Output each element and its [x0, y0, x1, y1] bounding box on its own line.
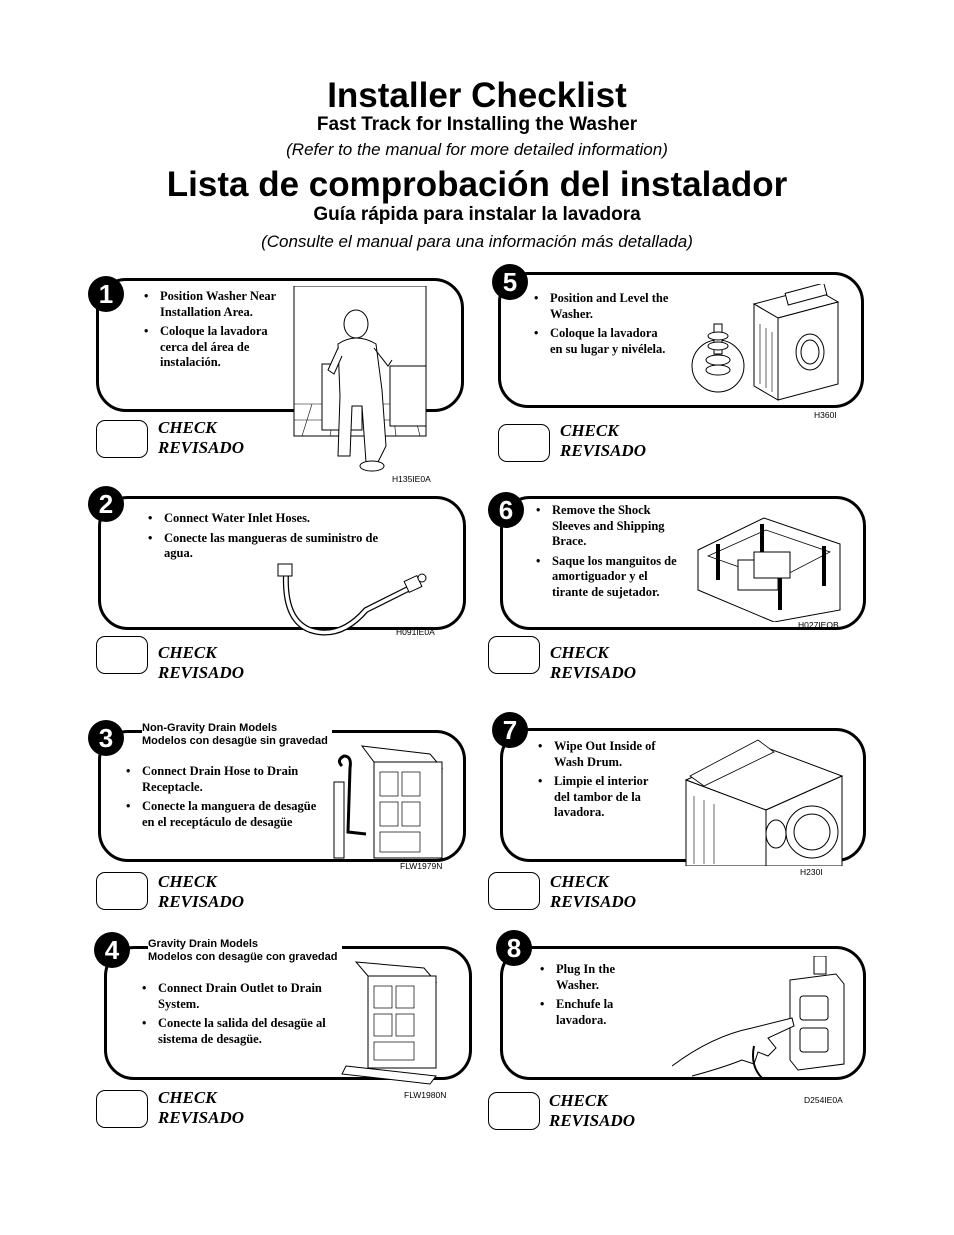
figure-code: H360I	[814, 410, 837, 420]
check-label: CHECK REVISADO	[158, 418, 244, 457]
figure-code: FLW1979N	[400, 861, 443, 871]
step-number-badge: 2	[88, 486, 124, 522]
page-title: Installer Checklist	[327, 76, 627, 115]
check-box[interactable]	[488, 872, 540, 910]
step-bullets	[124, 764, 320, 834]
page-title-spanish: Lista de comprobación del instalador	[166, 165, 788, 204]
step-number-badge: 7	[492, 712, 528, 748]
check-box[interactable]	[96, 1090, 148, 1128]
bullet-es: • Coloque la lavadora en su lugar y nivélela.	[532, 326, 672, 357]
step-number-badge: 4	[94, 932, 130, 968]
bullet-en: • Position and Level the Washer.	[532, 291, 672, 322]
bullet-en: • Connect Water Inlet Hoses.	[146, 511, 396, 527]
step-bullets	[538, 962, 648, 1032]
check-box[interactable]	[498, 424, 550, 462]
check-box[interactable]	[488, 1092, 540, 1130]
figure-code: FLW1980N	[404, 1090, 447, 1100]
page-subtitle: Fast Track for Installing the Washer	[316, 114, 638, 135]
bullet-en: • Position Washer Near Installation Area.	[142, 289, 292, 320]
step-number-badge: 1	[88, 276, 124, 312]
gravity-drain-illustration	[340, 958, 460, 1090]
bullet-es: • Coloque la lavadora cerca del área de instalación.	[142, 324, 292, 371]
check-box[interactable]	[96, 872, 148, 910]
step-bullets	[140, 981, 346, 1051]
check-label: CHECK REVISADO	[550, 643, 636, 682]
page-subtitle-spanish: Guía rápida para instalar la lavadora	[313, 204, 641, 225]
bullet-en: • Plug In the Washer.	[538, 962, 648, 993]
bullet-es: • Limpie el interior del tambor de la lavadora.	[536, 774, 666, 821]
check-box[interactable]	[96, 420, 148, 458]
check-label: CHECK REVISADO	[158, 1088, 244, 1127]
check-label: CHECK REVISADO	[549, 1091, 635, 1130]
step-number-badge: 8	[496, 930, 532, 966]
non-gravity-drain-illustration	[326, 742, 446, 862]
bullet-es: • Enchufe la lavadora.	[538, 997, 648, 1028]
check-label: CHECK REVISADO	[550, 872, 636, 911]
figure-code: D254IE0A	[804, 1095, 843, 1105]
check-label: CHECK REVISADO	[158, 872, 244, 911]
bullet-en: • Remove the Shock Sleeves and Shipping Brace.	[534, 503, 684, 550]
check-box[interactable]	[488, 636, 540, 674]
bullet-es: • Conecte la salida del desagüe al sistema de desagüe.	[140, 1016, 346, 1047]
bullet-es: • Saque los manguitos de amortiguador y el tirante de sujetador.	[534, 554, 684, 601]
figure-code: H091IE0A	[396, 627, 435, 637]
bullet-es: • Conecte las mangueras de suministro de agua.	[146, 531, 396, 562]
bullet-en: • Wipe Out Inside of Wash Drum.	[536, 739, 666, 770]
figure-code: H135IE0A	[392, 474, 431, 484]
step-bullets	[534, 503, 684, 604]
shipping-brace-illustration	[694, 510, 844, 622]
drain-model-label: Gravity Drain Models Modelos con desagüe con gravedad	[148, 938, 342, 964]
drain-model-label: Non-Gravity Drain Models Modelos con desagüe sin gravedad	[142, 722, 332, 748]
step-bullets	[146, 511, 396, 566]
step-bullets	[142, 289, 292, 375]
figure-code: H027IEOB	[798, 620, 839, 630]
step-bullets	[536, 739, 666, 825]
step-number-badge: 3	[88, 720, 124, 756]
bullet-es: • Conecte la manguera de desagüe en el receptáculo de desagüe	[124, 799, 320, 830]
check-label: CHECK REVISADO	[560, 421, 646, 460]
step-bullets	[532, 291, 672, 361]
step-number-badge: 6	[488, 492, 524, 528]
wash-drum-illustration	[682, 736, 848, 866]
figure-code: H230I	[800, 867, 823, 877]
check-box[interactable]	[96, 636, 148, 674]
level-washer-illustration	[684, 284, 844, 408]
page-note-spanish: (Consulte el manual para una información más detallada)	[261, 232, 693, 251]
step-number-badge: 5	[492, 264, 528, 300]
check-label: CHECK REVISADO	[158, 643, 244, 682]
bullet-en: • Connect Drain Hose to Drain Receptacle.	[124, 764, 320, 795]
bullet-en: • Connect Drain Outlet to Drain System.	[140, 981, 346, 1012]
page-note: (Refer to the manual for more detailed information)	[286, 140, 668, 159]
plug-in-illustration	[672, 956, 848, 1082]
washer-install-illustration	[292, 286, 432, 476]
